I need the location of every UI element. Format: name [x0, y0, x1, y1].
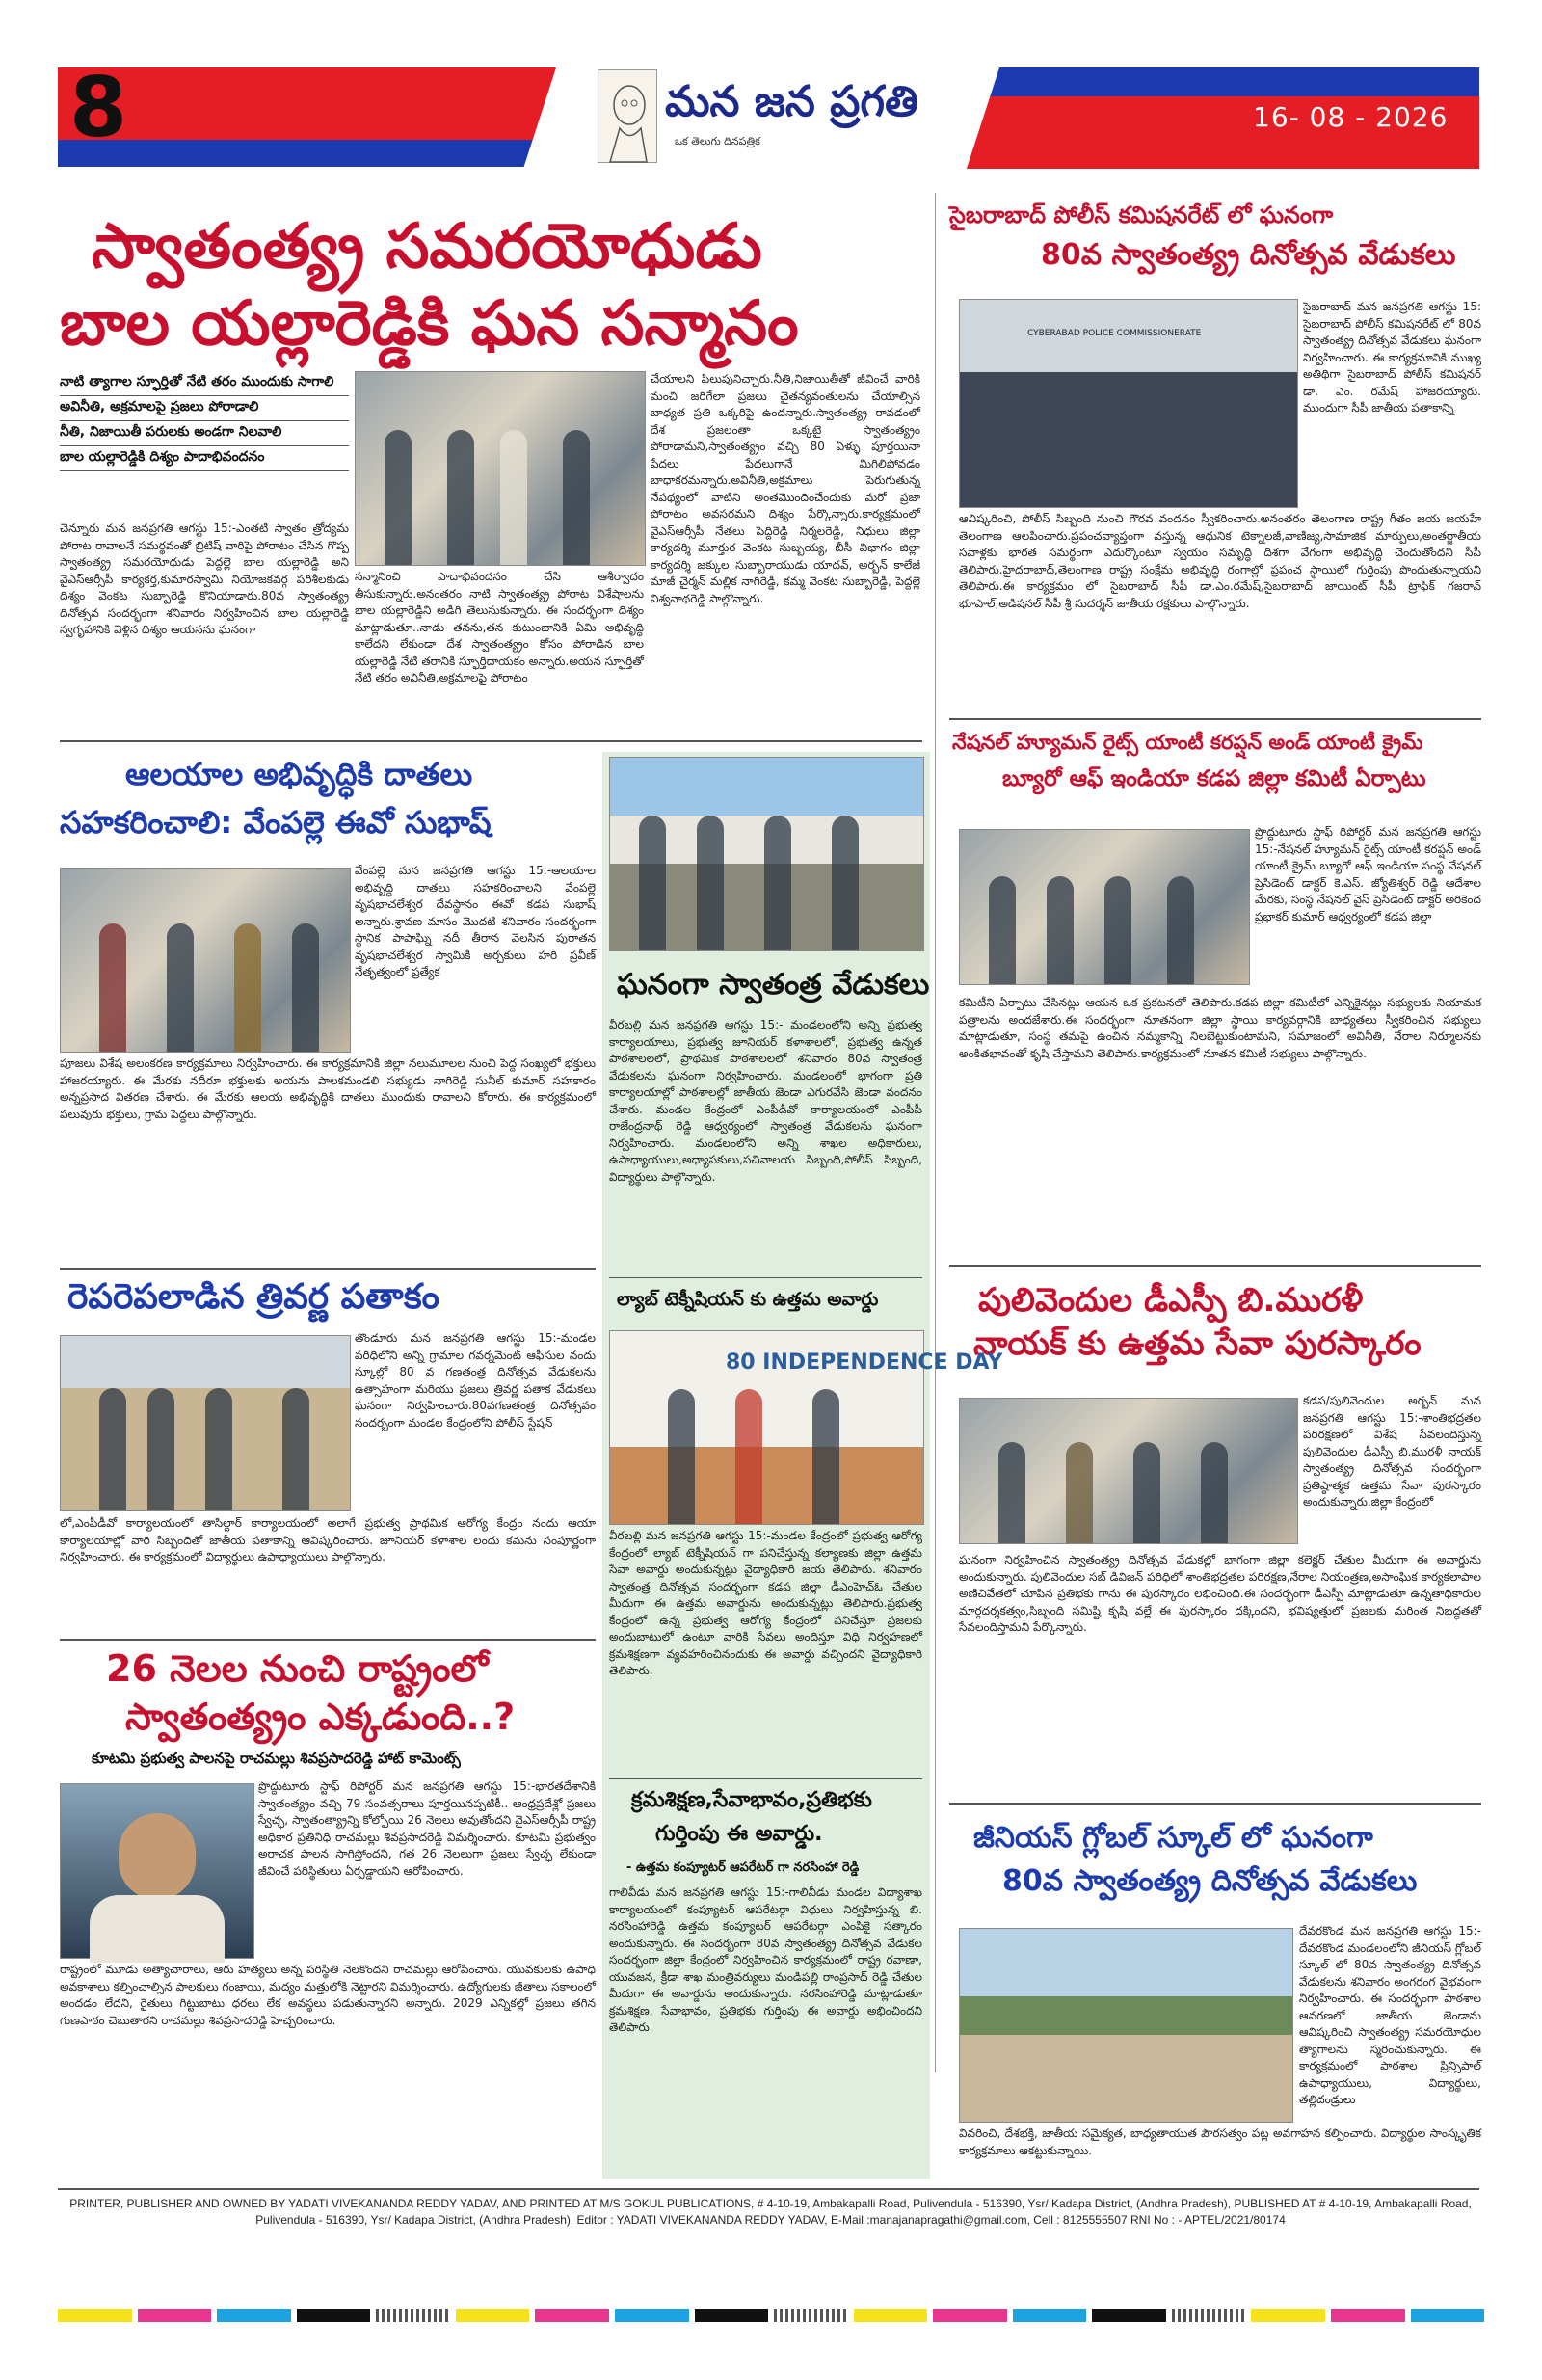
- divider: [949, 1265, 1481, 1267]
- pulivendula-body-side: కడప/పులివెందుల అర్బన్ మన జనప్రగతి ఆగస్టు 15:-శాంతిభద్రతల పరిరక్షణలో విశేష సేవలందిస్తున్న పులివెందుల డీఎస్పీ బి.మురళీ నాయక్ స్వాతంత్య్ర దినోత్సవ సందర్భంగా ప్రతిష్ఠాత్మక ఉత్తమ సేవా పురస్కారం అందుకున్నారు.జిల్లా కేంద్రంలో: [1303, 1394, 1481, 1509]
- pulivendula-headline-line1: పులివెందుల డీఎస్పీ బి.మురళీ: [978, 1281, 1364, 1320]
- divider: [60, 1639, 596, 1641]
- genius-photo: [959, 1928, 1293, 2123]
- lead-body-left: చెన్నూరు మన జనప్రగతి ఆగస్టు 15:-ఎంతటి స్వాతం త్రోద్యమ పోరాట రావాలనే సమర్థవంతో బ్రిటిష్ వారిపై పోరాటం చేసిన గొప్ప స్వాతంత్య్ర సమరయోధుడు పెద్దల్లె బాల యల్లారెడ్డి అని వైఎస్ఆర్సీపీ కార్యకర్త,కుమారస్వామి నియోజకవర్గ పరిశీలకుడు దిశ్యం వెంకట సుబ్బారెడ్డి కొనియాడారు.80వ స్వాతంత్య్ర దినోత్సవ సందర్భంగా శనివారం నిర్వహించిన బాల యల్లారెడ్డి స్వగృహానికి వెళ్లిన దిశ్యం ఆయనను ఘనంగా: [60, 521, 349, 636]
- kramasikshana-headline-line1: క్రమశిక్షణ,సేవాభావం,ప్రతిభకు: [631, 1788, 872, 1812]
- column-divider: [935, 193, 936, 2072]
- lead-body-right: చేయాలని పిలుపునిచ్చారు.నీతి,నిజాయితీతో జీవించే వారికి మంచి జరిగేలా ప్రజలు చైతన్యవంతులను చేయాల్సిన బాధ్యత ప్రతి ఒక్కరిపై ఉందన్నారు.స్వాతంత్య్ర రావడంలో దేశ ప్రజలంతా ఒక్కటై స్వాతంత్య్రం పోరాడామని,స్వాతంత్య్రం వచ్చి 80 ఏళ్ళు పూర్తయినా పేదలు పేదలుగానే మిగిలిపోవడం బాధాకరమన్నారు.అవినీతి,అక్రమాలు పెరుగుతున్న నేపథ్యంలో వాటిని అంతమొందించేందుకు మరో ప్రజా పోరాటం అవసరమని దిశ్యం పేర్కొన్నారు.కార్యక్రమంలో వైఎస్ఆర్సీపీ నేతలు పెద్దిరెడ్డి నిర్మలరెడ్డి, నిధులు జిల్లా కార్యదర్శి మూర్తుర వెంకట సుబ్బయ్య, బీసీ విభాగం జిల్లా కార్యదర్శి జక్కుల సుబ్బారాయుడు యాదవ్, అర్బన్ కాలేజీ మాజీ చైర్మన్ మల్లిక నాగిరెడ్డి, కమ్మ వెంకట సుబ్బారెడ్డి, పెద్దల్లె విశ్వనాథరెడ్డి పాల్గొన్నారు.: [651, 372, 920, 605]
- issue-date: 16- 08 - 2026: [1253, 101, 1449, 133]
- genius-headline-line2: 80వ స్వాతంత్య్ర దినోత్సవ వేడుకలు: [1002, 1864, 1418, 1898]
- twentysix-headline-line2: స్వాతంత్య్రం ఎక్కడుంది..?: [125, 1696, 516, 1738]
- masthead-red-band-left: [58, 67, 598, 140]
- divider: [60, 740, 922, 742]
- ghananga-body: వీరబల్లి మన జనప్రగతి ఆగస్టు 15:- మండలంలోని అన్ని ప్రభుత్వ కార్యాలయాలు, ప్రభుత్వ జూనియర్ కళాశాలలో, ప్రభుత్వ ఉన్నత పాఠశాలలలో, ప్రాథమిక పాఠశాలలలో శనివారం 80వ స్వాతంత్ర వేడుకలను ఘనంగా నిర్వహించారు. మండలంలో భాగంగా ప్రతి కార్యాలయాల్లో పాఠశాలల్లో జాతీయ జెండా ఎగురవేసి జెండా వందనం చేశారు. మండల కేంద్రంలో ఎంపీడీవో కార్యాలయంలో ఎంపీపీ రాజేంద్రనాథ్ రెడ్డి ఆధ్వర్యంలో స్వాతంత్ర వేడుకలను ఘనంగా నిర్వహించారు. మండలంలోని అన్ని శాఖల అధికారులు, ఉపాధ్యాయులు,అధ్యాపకులు,సచివాలయ సిబ్బంది,పోలీస్ సిబ్బంది, విద్యార్థులు పాల్గొన్నారు.: [609, 1018, 922, 1184]
- lead-subhead: నాటి త్యాగాల స్ఫూర్తితో నేటి తరం ముందుకు సాగాలి: [60, 371, 349, 396]
- twentysix-photo: [60, 1783, 254, 1959]
- gandhi-logo-icon: [598, 69, 657, 163]
- footer-rule: [58, 2188, 1479, 2190]
- nhrac-headline-line2: బ్యూరో ఆఫ్ ఇండియా కడప జిల్లా కమిటీ ఏర్పాటు: [1002, 766, 1426, 791]
- labtech-photo: [609, 1330, 1003, 1525]
- cyberabad-photo: [959, 299, 1298, 508]
- genius-body-side: దేవరకొండ మన జనప్రగతి ఆగస్టు 15:-దేవరకొండ మండలంలోని జీనియస్ గ్లోబల్ స్కూల్ లో 80వ స్వాతంత్య్ర దినోత్సవ వేడుకలను శనివారం అంగరంగ వైభవంగా నిర్వహించారు. ఈ సందర్భంగా పాఠశాల ఆవరణలో జాతీయ జెండాను ఆవిష్కరించి స్వాతంత్య్ర సమరయోధుల త్యాగాలను స్మరించుకున్నారు. ఈ కార్యక్రమంలో పాఠశాల ప్రిన్సిపాల్ ఉపాధ్యాయులు, విద్యార్థులు, తల్లిదండ్రులు: [1299, 1924, 1481, 2106]
- tricolor-headline: రెపరెపలాడిన త్రివర్ణ పతాకం: [67, 1277, 439, 1317]
- labtech-headline: ల్యాబ్ టెక్నీషియన్ కు ఉత్తమ అవార్డు: [617, 1289, 879, 1310]
- tricolor-body: లో,ఎంపీడీవో కార్యాలయంలో తాసిల్దార్ కార్యాలయంలో అలాగే ప్రభుత్వ ప్రాథమిక ఆరోగ్య కేంద్రం నందు ఆయా కార్యాలయాల్లో వారి సిబ్బందితో జాతీయ పతాకాన్ని ఆవిష్కరించారు. జూనియర్ కళాశాల లందు కమను సంపూర్ణంగా నిర్వహించారు. ఈ కార్యక్రమంలో విద్యార్థులు ఉపాధ్యాయులు పాల్గొన్నారు.: [60, 1516, 596, 1564]
- lead-photo: [355, 371, 646, 566]
- labtech-body: వీరబల్లి మన జనప్రగతి ఆగస్టు 15:-మండల కేంద్రంలో ప్రభుత్వ ఆరోగ్య కేంద్రంలో ల్యాబ్ టెక్నీషియన్ గా పనిచేస్తున్న కల్యాణకు జిల్లా ఉత్తమ సేవా అవార్డు అందుకున్నట్లు వైద్యాధికారి జయ తెలిపారు. శనివారం స్వాతంత్ర దినోత్సవ సందర్భంగా కడప జిల్లా డీఎంహెచ్ఓ చేతుల మీదుగా ఈ ఉత్తమ అవార్డును అందుకున్నట్లు తెలిపారు.ప్రభుత్వ కేంద్రంలో ఉన్న ప్రభుత్వ ఆరోగ్య కేంద్రంలో పనిచేస్తూ ప్రజలకు అందుబాటులో ఉంటూ వారికి సేవలు అందిస్తూ విధి నిర్వహణలో క్రమశిక్షణగా వ్యవహరించినందుకు ఈ అవార్డు వచ్చిందని వైద్యాధికారి తెలిపారు.: [609, 1529, 922, 1677]
- kramasikshana-body: గాలివీడు మన జనప్రగతి ఆగస్టు 15:-గాలివీడు మండల విద్యాశాఖ కార్యాలయంలో కంప్యూటర్ ఆపరేటర్గా విధులు నిర్వహిస్తున్న బి. నరసింహారెడ్డి ఉత్తమ కంప్యూటర్ ఆపరేటర్గా ఎంపికై సత్కారం అందుకున్నారు. ఈ సందర్భంగా 80వ స్వాతంత్య్ర దినోత్సవ వేడుకల సందర్భంగా జిల్లా కేంద్రంలో నిర్వహించిన కార్యక్రమంలో రాష్ట్ర రవాణా, యువజన, క్రీడా శాఖ మంత్రివర్యులు మండిపల్లి రాంప్రసాద్ రెడ్డి చేతుల మీదుగా ఈ అవార్డును అందుకున్నారు. నరసింహారెడ్డి మాట్లాడుతూ క్రమశిక్షణ, సేవాభావం, ప్రతిభకు గుర్తింపు ఈ అవార్డు అభించిందని తెలిపారు.: [609, 1885, 922, 2034]
- kramasikshana-byline: - ఉత్తమ కంప్యూటర్ ఆపరేటర్ గా నరసింహా రెడ్డి: [626, 1860, 860, 1875]
- lead-subhead: బాల యల్లారెడ్డికి దిశ్యం పాదాభివందనం: [60, 446, 349, 471]
- cyberabad-photo-caption: CYBERABAD POLICE COMMISSIONERATE: [1027, 329, 1202, 338]
- nhrac-headline-line1: నేషనల్ హ్యూమన్ రైట్స్ యాంటీ కరప్షన్ అండ్ యాంటీ క్రైమ్: [952, 731, 1423, 754]
- masthead: [0, 0, 1542, 183]
- lead-subhead: అవినీతి, అక్రమాలపై ప్రజలు పోరాడాలి: [60, 396, 349, 421]
- lead-headline-line1: స్వాతంత్య్ర సమరయోధుడు: [92, 211, 762, 282]
- genius-body: వివరించి, దేశభక్తి, జాతీయ సమైక్యత, బాధ్యతాయుత పౌరసత్వం పట్ల అవగాహన కల్పించారు. విద్యార్థుల సాంస్కృతిక కార్యక్రమాలు ఆకట్టుకున్నాయి.: [959, 2126, 1481, 2157]
- temples-body-side: వేంపల్లె మన జనప్రగతి ఆగస్టు 15:-ఆలయాల అభివృద్ధి దాతలు సహకరించాలని వేంపల్లె వృషభాచలేశ్వర దేవస్థానం ఈవో కడప సుభాష్ అన్నారు.శ్రావణ మాసం మొదటి శనివారం సందర్భంగా స్థానిక పాపాఘ్ని నదీ తీరాన వెలసిన పురాతన వృషభాచలేశ్వర స్వామికి అర్చకులు హరి ప్రవీణ్ నేతృత్వంలో ప్రత్యేక: [355, 864, 596, 978]
- temples-headline-line1: ఆలయాల అభివృద్ధికి దాతలు: [125, 756, 473, 792]
- temples-body: పూజలు విశేష అలంకరణ కార్యక్రమాలు నిర్వహించారు. ఈ కార్యక్రమానికి జిల్లా నలుమూలల నుంచి పెద్ద సంఖ్యలో భక్తులు హాజరయ్యారు. ఈ మేరకు నదీరూ భక్తులకు అయను పాలకమండలి సభ్యుడు నాగిరెడ్డి సునీల్ కుమార్ సహకారం అన్నప్రసాద వితరణ చేశారు. ఈ మేరకు ఆలయ అభివృద్ధికి దాతలు ముందుకు రావాలని కోరారు. ఈ కార్యక్రమంలో పలువురు భక్తులు, గ్రామ పెద్దలు పాల్గొన్నారు.: [60, 1056, 596, 1121]
- tricolor-photo: [60, 1335, 351, 1511]
- pulivendula-body: ఘనంగా నిర్వహించిన స్వాతంత్య్ర దినోత్సవ వేడుకల్లో భాగంగా జిల్లా కలెక్టర్ చేతుల మీదుగా ఈ అవార్డును అందుకున్నారు. పులివెందుల సబ్ డివిజన్ పరిధిలో శాంతిభద్రతల పరిరక్షణ,నేరాల నియంత్రణ,అసాంఘిక కార్యకలాపాల అణిచివేతలో చూపిన ప్రతిభకు గాను ఈ పురస్కారం లభించింది.ఈ సందర్భంగా డీఎస్పీ మాట్లాడుతూ ఉన్నతాధికారుల మార్గదర్శకత్వం,సిబ్బంది సమిష్టి కృషి వల్లే ఈ పురస్కారం దక్కిందని, భవిష్యత్తులో ప్రజలకు మరింత నిబద్ధతతో సేవలందిస్తామని పేర్కొన్నారు.: [959, 1553, 1481, 1634]
- cyberabad-headline-line2: 80వ స్వాతంత్య్ర దినోత్సవ వేడుకలు: [1041, 238, 1456, 272]
- twentysix-subhead: కూటమి ప్రభుత్వ పాలనపై రాచమల్లు శివప్రసాదరెడ్డి హాట్ కామెంట్స్: [92, 1750, 461, 1767]
- temples-headline-line2: సహకరించాలి: వేంపల్లె ఈవో సుభాష్: [60, 804, 492, 841]
- lead-headline-line2: బాల యల్లారెడ్డికి ఘన సన్మానం: [60, 288, 799, 360]
- masthead-blue-band-left: [58, 140, 598, 167]
- divider: [60, 1268, 596, 1270]
- lead-subhead: నీతి, నిజాయితీ పరులకు అండగా నిలవాలి: [60, 421, 349, 446]
- twentysix-headline-line1: 26 నెలల నుంచి రాష్ట్రంలో: [106, 1647, 489, 1690]
- paper-tagline: ఒక తెలుగు దినపత్రిక: [675, 135, 760, 147]
- ghananga-photo: [609, 757, 924, 951]
- page-number: 8: [69, 60, 127, 156]
- temples-photo: [60, 868, 351, 1053]
- cyberabad-body-side: సైబరాబాద్ మన జనప్రగతి ఆగస్టు 15: సైబరాబాద్ పోలీస్ కమిషనరేట్ లో 80వ స్వాతంత్య్ర దినోత్సవ వేడుకలు ఘనంగా నిర్వహించారు. ఈ కార్యక్రమానికి ముఖ్య అతిథిగా సైబరాబాద్ పోలీస్ కమిషనర్ డా. ఎం. రమేష్ హాజరయ్యారు. ముందుగా సీపీ జాతీయ పతాకాన్ని: [1303, 300, 1481, 414]
- divider: [609, 1277, 922, 1278]
- tricolor-body-side: తొండూరు మన జనప్రగతి ఆగస్టు 15:-మండల పరిధిలోని అన్ని గ్రామాల గవర్నమెంట్ ఆఫీసుల నందు స్కూల్లో 80 వ గణతంత్ర దినోత్సవ వేడుకలను ఉత్సాహంగా మరియు ప్రజలు త్రివర్ణ పతాక వేడుకలు ఘనంగా నిర్వహించారు.80వగణతంత్ర దినోత్సవం సందర్భంగా మండల కేంద్రంలోని పోలీస్ స్టేషన్: [355, 1331, 596, 1430]
- lead-subheads: [60, 371, 349, 471]
- ghananga-headline: ఘనంగా స్వాతంత్ర వేడుకలు: [617, 968, 930, 1002]
- pulivendula-headline-line2: నాయక్ కు ఉత్తమ సేవా పురస్కారం: [973, 1324, 1422, 1363]
- lead-body-mid: సన్మానించి పాదాభివందనం చేసి ఆశీర్వాదం తీసుకున్నారు.అనంతరం నాటి స్వాతంత్య్ర పోరాట విశేషాలను బాల యల్లారెడ్డిని అడిగి తెలుసుకున్నారు. ఈ సందర్భంగా దిశ్యం మాట్లాడుతూ..నాడు తనను,తన కుటుంబానికి ఏమి అభివృద్ధి కాలేదని లేకుండా దేశ స్వాతంత్య్రం కోసం పోరాడిన బాల యల్లారెడ్డి నేటి తరానికి స్ఫూర్తిదాయకం అన్నారు.అయన స్ఫూర్తితో నేటి తరం అవినీతి,అక్రమాలపై పోరాటం: [355, 570, 644, 684]
- nhrac-body-side: ప్రొద్దుటూరు స్టాఫ్ రిపోర్టర్ మన జనప్రగతి ఆగస్టు 15:-నేషనల్ హ్యూమన్ రైట్స్ యాంటీ కరప్షన్ అండ్ యాంటీ క్రైమ్ బ్యూరో ఆఫ్ ఇండియా సంస్థ నేషనల్ ప్రెసిడెంట్ డాక్టర్ కె.ఎస్. జ్యోతిశ్వర్ రెడ్డి ఆదేశాల మేరకు, సంస్థ నేషనల్ వైస్ ప్రెసిడెంట్ డాక్టర్ అరికెంద ప్రభాకర్ కుమార్ ఆధ్వర్యంలో కడప జిల్లా: [1255, 825, 1481, 923]
- divider: [949, 718, 1481, 720]
- labtech-banner: 80 INDEPENDENCE DAY: [726, 1350, 1003, 1375]
- genius-headline-line1: జీనియస్ గ్లోబల్ స్కూల్ లో ఘనంగా: [973, 1821, 1373, 1855]
- masthead-blue-band-right: [940, 67, 1479, 96]
- color-registration-bar: [58, 2309, 1484, 2322]
- pulivendula-photo: [959, 1398, 1298, 1544]
- cyberabad-headline-line1: సైబరాబాద్ పోలీస్ కమిషనరేట్ లో ఘనంగా: [949, 201, 1334, 228]
- divider: [609, 1778, 922, 1779]
- twentysix-body: రాష్ట్రంలో మూడు అత్యాచారాలు, ఆరు హత్యలు అన్న పరిస్థితి నెలకొందని రాచమల్లు ఆరోపించారు. యువకులకు ఉపాధి అవకాశాలు కల్పించాల్సిన పాలకులు గంజాయి, మద్యం మత్తులోకి నెట్టారని విమర్శించారు. ఉద్యోగులకు జీతాలు సకాలంలో అందడం లేదని, రైతులు గిట్టుబాటు ధరలు లేక అవస్థలు పడుతున్నారని అన్నారు. 2029 ఎన్నికల్లో ప్రజలు తగిన గుణపాఠం చెబుతారని రాచమల్లు శివప్రసాదరెడ్డి హెచ్చరించారు.: [60, 1963, 596, 2027]
- cyberabad-body: ఆవిష్కరించి, పోలీస్ సిబ్బంది నుంచి గౌరవ వందనం స్వీకరించారు.అనంతరం తెలంగాణ రాష్ట్ర గీతం జయ జయహే తెలంగాణ ఆలపించారు.ప్రపంచవ్యాప్తంగా వస్తున్న ఆధునిక టెక్నాలజీ,వాణిజ్య,సామాజిక మార్పులు,అంతర్జాతీయ సవాళ్లకు భారత సమర్థంగా ఎదుర్కొంటూ స్వయం సమృద్ధి దిశగా వేగంగా అభివృద్ధి చెందుతోందని సీపీ తెలిపారు.హైదరాబాద్,తెలంగాణ రాష్ట్ర సంక్షేమ అభివృద్ధి రంగాల్లో ప్రపంచ స్థాయిలో గుర్తింపు పొందుతున్నాయని తెలిపారు.ఈ కార్యక్రమం లో సైబరాబాద్ సీపీ డా.ఎం.రమేష్,సైబరాబాద్ జాయింట్ సీపీ ట్రాఫిక్ గజరావ్ భూపాల్,అడిషనల్ సీపీ శ్రీ సుదర్శన్ జాతీయ రక్షకులు పాల్గొన్నారు.: [959, 512, 1481, 610]
- kramasikshana-headline-line2: గుర్తింపు ఈ అవార్డు.: [655, 1822, 823, 1846]
- paper-name: మన జన ప్రగతి: [665, 77, 918, 126]
- divider: [949, 1803, 1481, 1805]
- nhrac-body: కమిటీని ఏర్పాటు చేసినట్లు ఆయన ఒక ప్రకటనలో తెలిపారు.కడప జిల్లా కమిటీలో ఎన్నికైనట్లు సభ్యులకు నియామక పత్రాలను అందజేశారు.ఈ సందర్భంగా నూతనంగా జిల్లా స్థాయి కార్యవర్గానికి బాధ్యతలు స్వీకరించిన సభ్యులు మాట్లాడుతూ, సంస్థ తమపై ఉంచిన నమ్మకాన్ని నిలబెట్టుకుంటామని, సమాజంలో అవినీతి, నేరాల నిర్మూలనకు అంకితభావంతో కృషి చేస్తామని తెలిపారు.కార్యక్రమంలో నూతన కమిటీ సభ్యులు పాల్గొన్నారు.: [959, 996, 1481, 1060]
- twentysix-body-side: ప్రొద్దుటూరు స్టాఫ్ రిపోర్టర్ మన జనప్రగతి ఆగస్టు 15:-భారతదేశానికి స్వాతంత్య్రం వచ్చి 79 సంవత్సరాలు పూర్తయినప్పటికీ.. ఆంధ్రప్రదేశ్లో ప్రజలు స్వేచ్ఛ, స్వాతంత్య్రాన్ని కోల్పోయి 26 నెలలు అవుతోందని వైఎస్ఆర్సీపీ రాష్ట్ర అధికార ప్రతినిధి రాచమల్లు శివప్రసాదరెడ్డి విమర్శించారు. కూటమి ప్రభుత్వం అరాచక పాలన సాగిస్తోందని, గత 26 నెలలుగా ప్రజలు స్వేచ్ఛ లేకుండా జీవించే పరిస్థితులు ఏర్పడ్డాయని ఆరోపించారు.: [258, 1779, 596, 1878]
- nhrac-photo: [959, 829, 1250, 985]
- footer-imprint: PRINTER, PUBLISHER AND OWNED BY YADATI VIVEKANANDA REDDY YADAV, AND PRINTED AT M/S GOKUL PUBLICATIONS, # 4-10-19, Ambakapalli Road, Pulivendula - 516390, Ysr/ Kadapa District, (Andhra Pradesh), PUBLISHED AT # 4-10-19, Ambakapalli Road, Pulivendula - 516390, Ysr/ Kadapa District, (Andhra Pradesh), Editor : YADATI VIVEKANANDA REDDY YADAV, E-Mail :manajanapragathi@gmail.com, Cell : 8125555507 RNI No : - APTEL/2021/80174: [69, 2197, 1472, 2227]
